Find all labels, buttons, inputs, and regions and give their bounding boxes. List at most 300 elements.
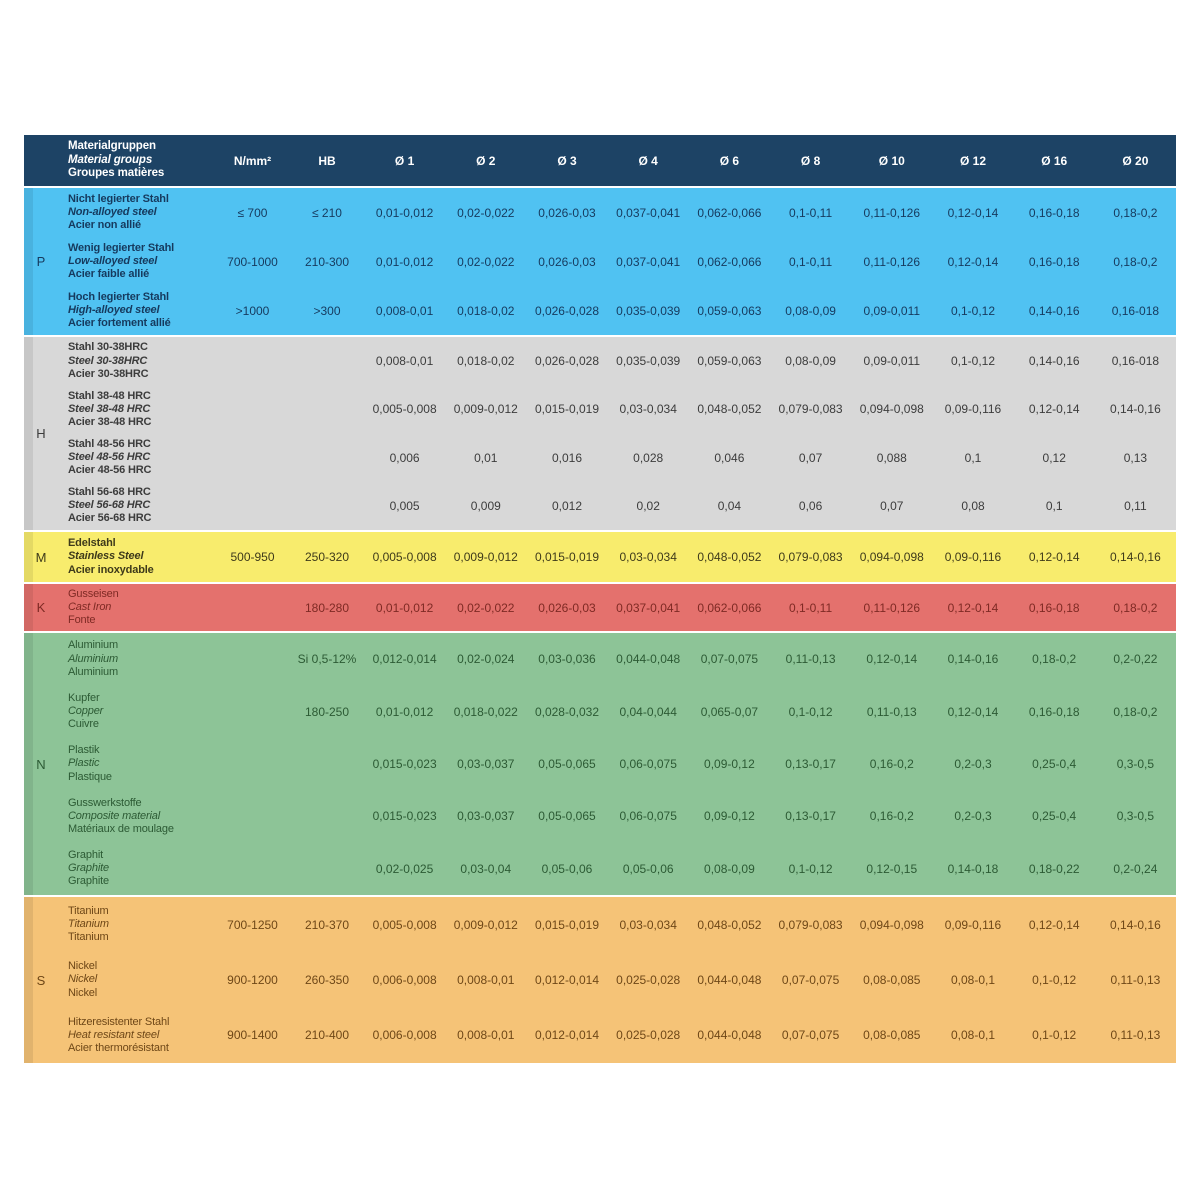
feed-value: 0,006 bbox=[389, 450, 420, 465]
feed-value: 0,12 bbox=[1042, 450, 1066, 465]
table-row bbox=[58, 1008, 1176, 1063]
table-row bbox=[58, 685, 1176, 737]
feed-value: 0,048-0,052 bbox=[697, 550, 762, 564]
feed-value: 0,026-0,028 bbox=[534, 303, 600, 318]
material-name-de: Wenig legierter Stahl bbox=[68, 241, 175, 254]
table-row bbox=[58, 952, 1176, 1007]
section-letter-K: K bbox=[36, 600, 46, 615]
feed-value: 0,016 bbox=[551, 450, 582, 465]
material-name-en: Graphite bbox=[68, 862, 109, 875]
feed-value: 0,02 bbox=[636, 498, 660, 513]
hb-cell: 210-400 bbox=[304, 1028, 350, 1043]
feed-value: 0,048-0,052 bbox=[697, 917, 762, 932]
feed-value: 0,16-0,18 bbox=[1028, 704, 1080, 719]
feed-value: 0,3-0,5 bbox=[1116, 809, 1155, 824]
feed-value: 0,065-0,07 bbox=[700, 704, 759, 719]
hb-cell: 180-250 bbox=[304, 704, 350, 719]
feed-value: 0,02-0,024 bbox=[457, 652, 515, 667]
feed-value: 0,18-0,2 bbox=[1113, 600, 1158, 615]
header-diameter-3: Ø 3 bbox=[557, 153, 577, 168]
feed-value: 0,05-0,06 bbox=[541, 861, 593, 876]
section-letter-P: P bbox=[36, 254, 46, 269]
material-name-en: Aluminium bbox=[68, 652, 118, 665]
feed-value: 0,1-0,12 bbox=[950, 354, 996, 369]
feed-value: 0,25-0,4 bbox=[1032, 809, 1077, 824]
material-name bbox=[58, 341, 215, 381]
feed-value: 0,1-0,12 bbox=[788, 861, 833, 876]
feed-value: 0,09-0,116 bbox=[944, 550, 1002, 564]
feed-value: 0,09-0,12 bbox=[704, 809, 755, 824]
feed-value: 0,14-0,16 bbox=[947, 652, 999, 667]
material-name-fr: Nickel bbox=[68, 986, 98, 999]
feed-value: 0,008-0,01 bbox=[375, 354, 434, 369]
hb-cell: 250-320 bbox=[304, 550, 350, 564]
material-name-en: Stainless Steel bbox=[68, 550, 144, 563]
material-name-de: Aluminium bbox=[68, 639, 118, 652]
material-name-de: Nicht legierter Stahl bbox=[68, 192, 169, 205]
feed-value: 0,2-0,22 bbox=[1113, 652, 1158, 667]
feed-value: 0,094-0,098 bbox=[859, 917, 924, 932]
header-diameter-9: Ø 16 bbox=[1041, 153, 1068, 168]
section-rows bbox=[58, 532, 1176, 582]
hb-cell: 260-350 bbox=[304, 972, 350, 987]
section-S bbox=[24, 897, 1176, 1063]
feed-value: 0,12-0,15 bbox=[866, 861, 918, 876]
material-name bbox=[58, 639, 215, 679]
feed-value: 0,01-0,012 bbox=[375, 704, 434, 719]
feed-value: 0,06 bbox=[798, 498, 823, 513]
feed-value: 0,037-0,041 bbox=[616, 600, 681, 615]
feed-value: 0,14-0,16 bbox=[1110, 917, 1161, 932]
material-name-en: Cast Iron bbox=[68, 600, 112, 613]
feed-value: 0,12-0,14 bbox=[1028, 550, 1080, 564]
material-name bbox=[58, 588, 215, 628]
material-name-en: Plastic bbox=[68, 757, 100, 770]
material-name-en: Steel 38-48 HRC bbox=[68, 402, 151, 415]
material-name bbox=[58, 242, 215, 282]
feed-value: 0,03-0,037 bbox=[457, 757, 515, 772]
feed-value: 0,005-0,008 bbox=[372, 550, 437, 564]
feed-value: 0,02-0,022 bbox=[457, 205, 515, 220]
feed-value: 0,12-0,14 bbox=[866, 652, 918, 667]
feed-value: 0,088 bbox=[876, 450, 907, 465]
feed-value: 0,026-0,03 bbox=[538, 600, 596, 615]
material-name-en: Nickel bbox=[68, 973, 98, 986]
material-name bbox=[58, 1016, 215, 1056]
feed-value: 0,07 bbox=[880, 498, 904, 513]
material-name-fr: Cuivre bbox=[68, 718, 99, 731]
feed-value: 0,16-018 bbox=[1111, 354, 1160, 369]
feed-value: 0,11-0,126 bbox=[863, 254, 921, 269]
feed-value: 0,01-0,012 bbox=[375, 254, 434, 269]
material-name-fr: Aluminium bbox=[68, 665, 118, 678]
feed-value: 0,015-0,019 bbox=[534, 550, 600, 564]
feed-value: 0,1-0,12 bbox=[1032, 1028, 1077, 1043]
section-letter-S: S bbox=[36, 972, 46, 988]
feed-value: 0,16-0,18 bbox=[1028, 205, 1080, 220]
feed-rate-table bbox=[24, 135, 1176, 1063]
material-name-fr: Acier thermorésistant bbox=[68, 1041, 169, 1054]
feed-value: 0,1-0,11 bbox=[789, 205, 833, 220]
feed-value: 0,07 bbox=[798, 450, 823, 465]
feed-value: 0,028-0,032 bbox=[534, 704, 600, 719]
feed-value: 0,09-0,116 bbox=[944, 402, 1002, 417]
feed-value: 0,062-0,066 bbox=[697, 254, 762, 269]
feed-value: 0,09-0,12 bbox=[704, 757, 755, 772]
feed-value: 0,08 bbox=[961, 498, 985, 513]
table-sections bbox=[24, 188, 1176, 1063]
feed-value: 0,07-0,075 bbox=[700, 652, 759, 667]
feed-value: 0,044-0,048 bbox=[697, 972, 762, 987]
material-name bbox=[58, 744, 215, 784]
feed-value: 0,11-0,126 bbox=[863, 600, 921, 615]
feed-value: 0,2-0,3 bbox=[954, 757, 992, 772]
feed-value: 0,18-0,2 bbox=[1032, 652, 1077, 667]
feed-value: 0,16-0,2 bbox=[869, 757, 914, 772]
feed-value: 0,12-0,14 bbox=[1028, 917, 1080, 932]
material-name-de: Hoch legierter Stahl bbox=[68, 290, 169, 303]
feed-value: 0,094-0,098 bbox=[859, 402, 924, 417]
feed-value: 0,025-0,028 bbox=[616, 972, 681, 987]
material-name-fr: Acier 30-38HRC bbox=[68, 367, 149, 380]
material-name-en: Titanium bbox=[68, 918, 109, 931]
feed-value: 0,009-0,012 bbox=[453, 550, 518, 564]
header-diameter-5: Ø 6 bbox=[719, 153, 740, 168]
material-name bbox=[58, 537, 215, 577]
feed-value: 0,01-0,012 bbox=[375, 205, 434, 220]
feed-value: 0,044-0,048 bbox=[616, 652, 681, 667]
feed-value: 0,14-0,18 bbox=[947, 861, 999, 876]
material-name bbox=[58, 193, 215, 233]
feed-value: 0,16-0,2 bbox=[869, 809, 914, 824]
material-name-fr: Acier 48-56 HRC bbox=[68, 464, 152, 477]
feed-value: 0,16-018 bbox=[1111, 303, 1160, 318]
material-name-en: Heat resistant steel bbox=[68, 1028, 160, 1041]
material-name-fr: Acier fortement allié bbox=[68, 317, 171, 330]
feed-value: 0,12-0,14 bbox=[1028, 402, 1080, 417]
table-row bbox=[58, 897, 1176, 952]
section-letter-H: H bbox=[36, 426, 46, 441]
header-material-de: Materialgruppen bbox=[68, 140, 156, 153]
feed-value: 0,16-0,18 bbox=[1028, 600, 1080, 615]
nmm2-cell: 700-1250 bbox=[227, 917, 278, 932]
feed-value: 0,01 bbox=[474, 450, 498, 465]
feed-value: 0,16-0,18 bbox=[1028, 254, 1080, 269]
feed-value: 0,11-0,13 bbox=[866, 704, 917, 719]
material-name bbox=[58, 390, 215, 430]
table-row bbox=[58, 188, 1176, 237]
feed-value: 0,1-0,12 bbox=[1032, 972, 1077, 987]
feed-value: 0,015-0,023 bbox=[372, 757, 437, 772]
feed-value: 0,05-0,06 bbox=[622, 861, 674, 876]
section-letter-N: N bbox=[36, 756, 46, 772]
material-name-de: Graphit bbox=[68, 849, 104, 862]
nmm2-cell: 900-1200 bbox=[227, 972, 278, 987]
feed-value: 0,14-0,16 bbox=[1028, 303, 1080, 318]
feed-value: 0,026-0,028 bbox=[534, 354, 600, 369]
feed-value: 0,14-0,16 bbox=[1110, 550, 1161, 564]
material-name-fr: Acier inoxydable bbox=[68, 563, 154, 576]
material-name-de: Kupfer bbox=[68, 691, 100, 704]
feed-value: 0,08-0,085 bbox=[863, 972, 921, 987]
feed-value: 0,04-0,044 bbox=[619, 704, 677, 719]
section-rows bbox=[58, 897, 1176, 1063]
material-name-de: Stahl 48-56 HRC bbox=[68, 437, 151, 450]
feed-value: 0,026-0,03 bbox=[538, 205, 596, 220]
feed-value: 0,14-0,16 bbox=[1028, 354, 1080, 369]
header-diameter-2: Ø 2 bbox=[476, 153, 496, 168]
feed-value: 0,009-0,012 bbox=[453, 402, 518, 417]
feed-value: 0,03-0,04 bbox=[460, 861, 512, 876]
material-name-fr: Fonte bbox=[68, 614, 96, 627]
section-rows bbox=[58, 633, 1176, 895]
material-name-en: Low-alloyed steel bbox=[68, 254, 158, 267]
material-name-en: High-alloyed steel bbox=[68, 303, 160, 316]
feed-value: 0,008-0,01 bbox=[375, 303, 434, 318]
material-name-en: Steel 48-56 HRC bbox=[68, 451, 151, 464]
feed-value: 0,028 bbox=[633, 450, 664, 465]
feed-value: 0,11-0,13 bbox=[1110, 1028, 1161, 1043]
feed-value: 0,05-0,065 bbox=[538, 809, 596, 824]
feed-value: 0,01-0,012 bbox=[375, 600, 434, 615]
feed-value: 0,035-0,039 bbox=[616, 303, 681, 318]
feed-value: 0,18-0,2 bbox=[1113, 704, 1158, 719]
material-name bbox=[58, 486, 215, 526]
feed-value: 0,03-0,037 bbox=[457, 809, 515, 824]
section-rows bbox=[58, 188, 1176, 335]
hb-cell: ≤ 210 bbox=[312, 205, 342, 220]
feed-value: 0,005-0,008 bbox=[372, 917, 437, 932]
feed-value: 0,015-0,019 bbox=[534, 917, 600, 932]
material-name-de: Hitzeresistenter Stahl bbox=[68, 1015, 170, 1028]
feed-value: 0,12-0,14 bbox=[947, 205, 999, 220]
feed-value: 0,1-0,11 bbox=[789, 600, 833, 615]
feed-value: 0,13-0,17 bbox=[785, 809, 836, 824]
feed-value: 0,07-0,075 bbox=[781, 972, 840, 987]
feed-value: 0,062-0,066 bbox=[697, 600, 762, 615]
feed-value: 0,08-0,1 bbox=[950, 972, 996, 987]
section-N bbox=[24, 633, 1176, 897]
feed-value: 0,046 bbox=[714, 450, 745, 465]
section-P bbox=[24, 188, 1176, 337]
feed-value: 0,018-0,022 bbox=[453, 704, 518, 719]
feed-value: 0,006-0,008 bbox=[372, 1028, 437, 1043]
feed-value: 0,1 bbox=[1045, 498, 1063, 513]
feed-value: 0,079-0,083 bbox=[778, 917, 843, 932]
material-name-en: Steel 30-38HRC bbox=[68, 354, 148, 367]
material-name-de: Edelstahl bbox=[68, 537, 116, 550]
feed-value: 0,008-0,01 bbox=[457, 972, 515, 987]
header-diameter-8: Ø 12 bbox=[959, 153, 986, 168]
table-row bbox=[58, 633, 1176, 685]
material-name-fr: Matériaux de moulage bbox=[68, 823, 174, 836]
feed-value: 0,13 bbox=[1123, 450, 1148, 465]
feed-value: 0,03-0,034 bbox=[619, 402, 677, 417]
feed-value: 0,1-0,12 bbox=[788, 704, 833, 719]
feed-value: 0,1-0,11 bbox=[789, 254, 833, 269]
section-letter-M: M bbox=[35, 549, 47, 565]
feed-value: 0,2-0,24 bbox=[1113, 861, 1158, 876]
header-hb: HB bbox=[318, 153, 336, 168]
feed-value: 0,02-0,022 bbox=[457, 254, 515, 269]
feed-value: 0,03-0,034 bbox=[619, 550, 677, 564]
material-name-de: Plastik bbox=[68, 744, 100, 757]
material-name-fr: Acier faible allié bbox=[68, 268, 150, 281]
nmm2-cell: 700-1000 bbox=[227, 254, 278, 269]
feed-value: 0,08-0,09 bbox=[785, 303, 836, 318]
feed-value: 0,005-0,008 bbox=[372, 402, 437, 417]
feed-value: 0,09-0,011 bbox=[863, 354, 921, 369]
feed-value: 0,059-0,063 bbox=[697, 303, 762, 318]
material-name bbox=[58, 960, 215, 1000]
section-M bbox=[24, 532, 1176, 584]
feed-value: 0,18-0,2 bbox=[1113, 254, 1158, 269]
table-header bbox=[24, 135, 1176, 188]
feed-value: 0,1-0,12 bbox=[950, 303, 996, 318]
material-name bbox=[58, 797, 215, 837]
feed-value: 0,12-0,14 bbox=[947, 600, 999, 615]
table-row bbox=[58, 790, 1176, 842]
feed-value: 0,012-0,014 bbox=[534, 1028, 600, 1043]
header-material-fr: Groupes matières bbox=[68, 167, 165, 180]
feed-value: 0,037-0,041 bbox=[616, 254, 681, 269]
feed-value: 0,012-0,014 bbox=[372, 652, 437, 667]
section-rows bbox=[58, 584, 1176, 631]
table-row bbox=[58, 738, 1176, 790]
feed-value: 0,12-0,14 bbox=[947, 254, 999, 269]
feed-value: 0,037-0,041 bbox=[616, 205, 681, 220]
feed-value: 0,1 bbox=[964, 450, 982, 465]
nmm2-cell: >1000 bbox=[235, 303, 270, 318]
feed-value: 0,03-0,034 bbox=[619, 917, 677, 932]
material-name-de: Gusswerkstoffe bbox=[68, 796, 142, 809]
nmm2-cell: 900-1400 bbox=[227, 1028, 278, 1043]
feed-value: 0,079-0,083 bbox=[778, 550, 843, 564]
feed-value: 0,03-0,036 bbox=[538, 652, 596, 667]
section-H bbox=[24, 337, 1176, 532]
feed-value: 0,2-0,3 bbox=[954, 809, 992, 824]
feed-value: 0,08-0,085 bbox=[863, 1028, 921, 1043]
material-name-de: Nickel bbox=[68, 960, 98, 973]
header-diameter-1: Ø 1 bbox=[394, 153, 415, 168]
feed-value: 0,07-0,075 bbox=[781, 1028, 840, 1043]
feed-value: 0,062-0,066 bbox=[697, 205, 762, 220]
hb-cell: 210-300 bbox=[304, 254, 350, 269]
material-name-en: Composite material bbox=[68, 809, 161, 822]
feed-value: 0,012-0,014 bbox=[534, 972, 600, 987]
feed-value: 0,08-0,09 bbox=[704, 861, 755, 876]
header-diameter-7: Ø 10 bbox=[878, 153, 905, 168]
hb-cell: >300 bbox=[313, 303, 341, 318]
material-name-fr: Titanium bbox=[68, 931, 109, 944]
material-name-en: Non-alloyed steel bbox=[68, 205, 157, 218]
feed-value: 0,11-0,126 bbox=[863, 205, 921, 220]
table-row bbox=[58, 237, 1176, 286]
feed-value: 0,14-0,16 bbox=[1110, 402, 1161, 417]
nmm2-cell: 500-950 bbox=[230, 550, 275, 564]
feed-value: 0,02-0,022 bbox=[457, 600, 515, 615]
header-material-en: Material groups bbox=[68, 153, 153, 166]
feed-value: 0,009 bbox=[470, 498, 501, 513]
feed-value: 0,3-0,5 bbox=[1116, 757, 1155, 772]
hb-cell: 180-280 bbox=[304, 600, 350, 615]
feed-value: 0,12-0,14 bbox=[947, 704, 999, 719]
material-name bbox=[58, 905, 215, 945]
section-rows bbox=[58, 337, 1176, 530]
section-K bbox=[24, 584, 1176, 633]
feed-value: 0,05-0,065 bbox=[538, 757, 596, 772]
material-name-fr: Plastique bbox=[68, 770, 112, 783]
feed-value: 0,079-0,083 bbox=[778, 402, 843, 417]
table-row bbox=[58, 434, 1176, 482]
feed-value: 0,13-0,17 bbox=[785, 757, 836, 772]
table-row bbox=[58, 337, 1176, 385]
feed-value: 0,026-0,03 bbox=[538, 254, 596, 269]
table-row bbox=[58, 385, 1176, 433]
feed-value: 0,015-0,023 bbox=[372, 809, 437, 824]
feed-value: 0,044-0,048 bbox=[697, 1028, 762, 1043]
material-name bbox=[58, 438, 215, 478]
hb-cell: Si 0,5-12% bbox=[297, 652, 357, 667]
table-row bbox=[58, 532, 1176, 582]
header-diameter-6: Ø 8 bbox=[800, 153, 821, 168]
feed-value: 0,18-0,22 bbox=[1028, 861, 1080, 876]
table-row bbox=[58, 584, 1176, 631]
material-name-de: Stahl 38-48 HRC bbox=[68, 389, 151, 402]
feed-value: 0,048-0,052 bbox=[697, 402, 762, 417]
material-name-de: Stahl 56-68 HRC bbox=[68, 486, 151, 499]
material-name-de: Titanium bbox=[68, 904, 109, 917]
feed-value: 0,09-0,116 bbox=[944, 917, 1002, 932]
feed-value: 0,005 bbox=[389, 498, 420, 513]
material-name bbox=[58, 291, 215, 331]
table-row bbox=[58, 482, 1176, 530]
feed-value: 0,11-0,13 bbox=[785, 652, 836, 667]
feed-value: 0,11 bbox=[1124, 498, 1147, 513]
feed-value: 0,09-0,011 bbox=[863, 303, 921, 318]
feed-value: 0,012 bbox=[551, 498, 582, 513]
feed-value: 0,094-0,098 bbox=[859, 550, 924, 564]
material-name-de: Gusseisen bbox=[68, 587, 119, 600]
feed-value: 0,018-0,02 bbox=[457, 354, 515, 369]
material-name-fr: Acier non allié bbox=[68, 219, 141, 232]
feed-value: 0,006-0,008 bbox=[372, 972, 437, 987]
feed-value: 0,18-0,2 bbox=[1113, 205, 1158, 220]
feed-value: 0,25-0,4 bbox=[1032, 757, 1077, 772]
feed-value: 0,11-0,13 bbox=[1110, 972, 1161, 987]
header-diameter-10: Ø 20 bbox=[1122, 153, 1149, 168]
material-name-fr: Acier 56-68 HRC bbox=[68, 512, 152, 525]
material-name bbox=[58, 692, 215, 732]
feed-value: 0,025-0,028 bbox=[616, 1028, 681, 1043]
material-name-de: Stahl 30-38HRC bbox=[68, 341, 148, 354]
table-row bbox=[58, 286, 1176, 335]
header-diameter-4: Ø 4 bbox=[638, 153, 658, 168]
feed-value: 0,009-0,012 bbox=[453, 917, 518, 932]
material-name-en: Steel 56-68 HRC bbox=[68, 499, 151, 512]
feed-value: 0,06-0,075 bbox=[619, 809, 677, 824]
feed-value: 0,018-0,02 bbox=[457, 303, 515, 318]
material-name-fr: Acier 38-48 HRC bbox=[68, 415, 152, 428]
feed-value: 0,04 bbox=[717, 498, 742, 513]
nmm2-cell: ≤ 700 bbox=[237, 205, 268, 220]
feed-value: 0,08-0,09 bbox=[785, 354, 836, 369]
feed-value: 0,06-0,075 bbox=[619, 757, 677, 772]
feed-value: 0,059-0,063 bbox=[697, 354, 762, 369]
material-name-en: Copper bbox=[68, 705, 104, 717]
header-material-groups bbox=[58, 140, 215, 181]
table-row bbox=[58, 843, 1176, 895]
